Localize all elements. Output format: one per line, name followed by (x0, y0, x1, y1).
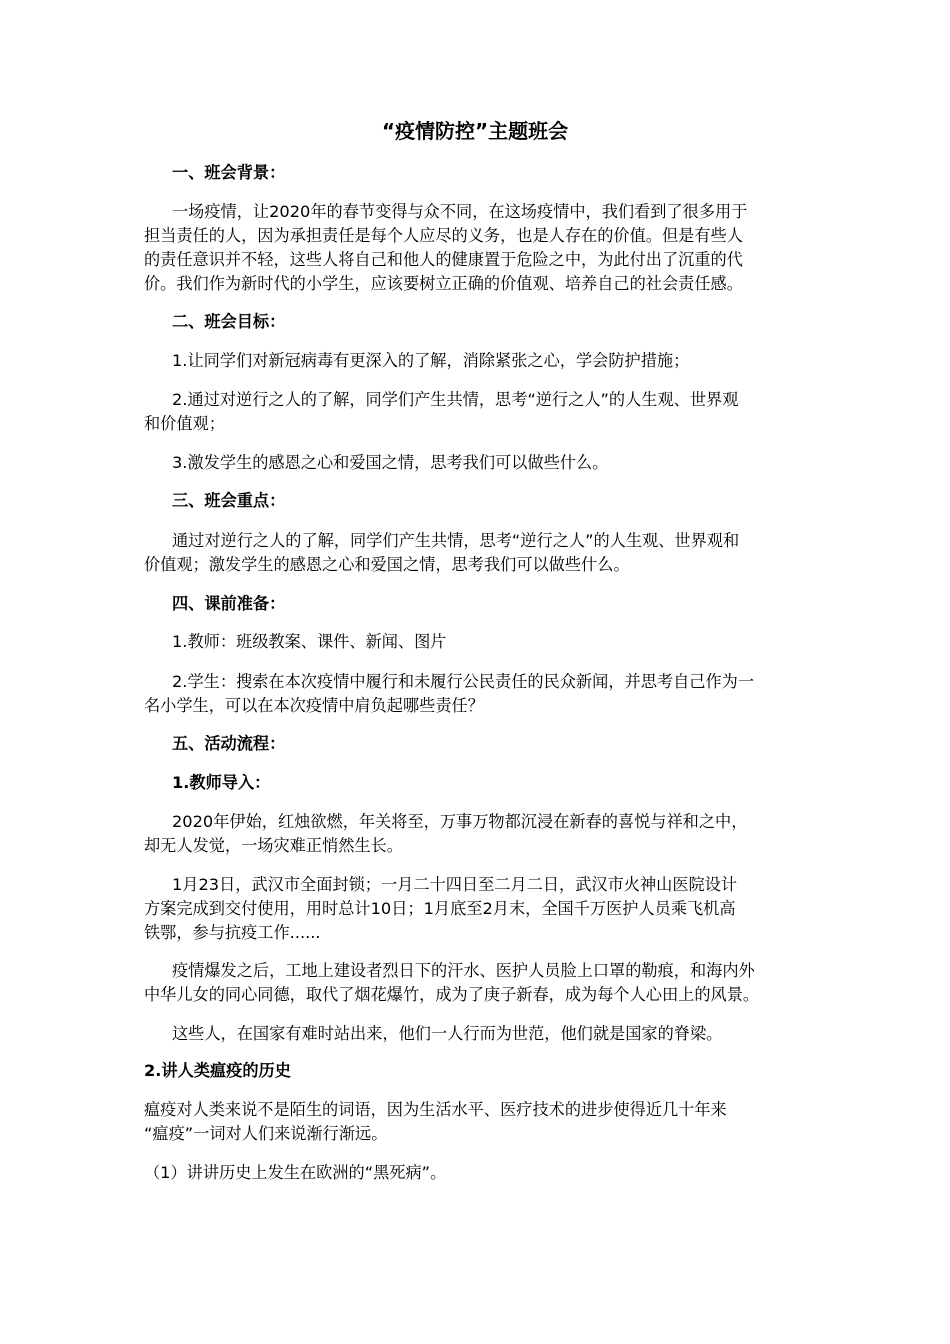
step1-para4-line-1: 这些人，在国家有难时站出来，他们一人行而为世范，他们就是国家的脊梁。 (172, 1024, 723, 1043)
background-line-3: 的责任意识并不轻，这些人将自己和他人的健康置于危险之中，为此付出了沉重的代 (144, 250, 743, 269)
preparation-item-2-line-2: 名小学生，可以在本次疫情中肩负起哪些责任？ (144, 696, 484, 715)
process-step2-heading: 2.讲人类瘟疫的历史 (144, 1061, 291, 1080)
step2-line-1: 瘟疫对人类来说不是陌生的词语，因为生活水平、医疗技术的进步使得近几十年来 (144, 1100, 727, 1119)
goal-item-2-line-2: 和价值观； (144, 414, 225, 433)
step1-para2-line-3: 铁鄂，参与抗疫工作...... (144, 923, 321, 942)
goal-item-2-line-1: 2.通过对逆行之人的了解，同学们产生共情，思考“逆行之人”的人生观、世界观 (172, 390, 739, 409)
process-step1-heading: 1.教师导入： (172, 773, 271, 792)
background-line-2: 担当责任的人，因为承担责任是每个人应尽的义务，也是人存在的价值。但是有些人 (144, 226, 743, 245)
section-heading-process: 五、活动流程： (172, 734, 286, 753)
step1-para2-line-1: 1月23日，武汉市全面封锁；一月二十四日至二月二日，武汉市火神山医院设计 (172, 875, 738, 894)
section-heading-preparation: 四、课前准备： (172, 594, 286, 613)
step1-para1-line-2: 却无人发觉，一场灾难正悄然生长。 (144, 836, 403, 855)
goal-item-3: 3.激发学生的感恩之心和爱国之情，思考我们可以做些什么。 (172, 453, 609, 472)
focus-line-1: 通过对逆行之人的了解，同学们产生共情，思考“逆行之人”的人生观、世界观和 (172, 531, 740, 550)
document-title: “疫情防控”主题班会 (381, 119, 569, 143)
step2-line-2: “瘟疫”一词对人们来说渐行渐远。 (144, 1124, 388, 1143)
section-heading-goals: 二、班会目标： (172, 312, 286, 331)
background-line-1: 一场疫情，让2020年的春节变得与众不同，在这场疫情中，我们看到了很多用于 (172, 202, 748, 221)
focus-line-2: 价值观；激发学生的感恩之心和爱国之情，思考我们可以做些什么。 (144, 555, 630, 574)
section-heading-focus: 三、班会重点： (172, 491, 286, 510)
background-line-4: 价。我们作为新时代的小学生，应该要树立正确的价值观、培养自己的社会责任感。 (144, 274, 743, 293)
step1-para3-line-1: 疫情爆发之后，工地上建设者烈日下的汗水、医护人员脸上口罩的勒痕，和海内外 (172, 961, 755, 980)
goal-item-1: 1.让同学们对新冠病毒有更深入的了解，消除紧张之心，学会防护措施； (172, 351, 690, 370)
step1-para3-line-2: 中华儿女的同心同德，取代了烟花爆竹，成为了庚子新春，成为每个人心田上的风景。 (144, 985, 760, 1004)
preparation-item-2-line-1: 2.学生：搜索在本次疫情中履行和未履行公民责任的民众新闻，并思考自己作为一 (172, 672, 755, 691)
preparation-item-1: 1.教师：班级教案、课件、新闻、图片 (172, 632, 447, 651)
step1-para2-line-2: 方案完成到交付使用，用时总计10日；1月底至2月末，全国千万医护人员乘飞机高 (144, 899, 736, 918)
step2-sub-item-1: （1）讲讲历史上发生在欧洲的“黑死病”。 (144, 1163, 447, 1182)
section-heading-background: 一、班会背景： (172, 163, 286, 182)
step1-para1-line-1: 2020年伊始，红烛欲燃，年关将至，万事万物都沉浸在新春的喜悦与祥和之中， (172, 812, 748, 831)
